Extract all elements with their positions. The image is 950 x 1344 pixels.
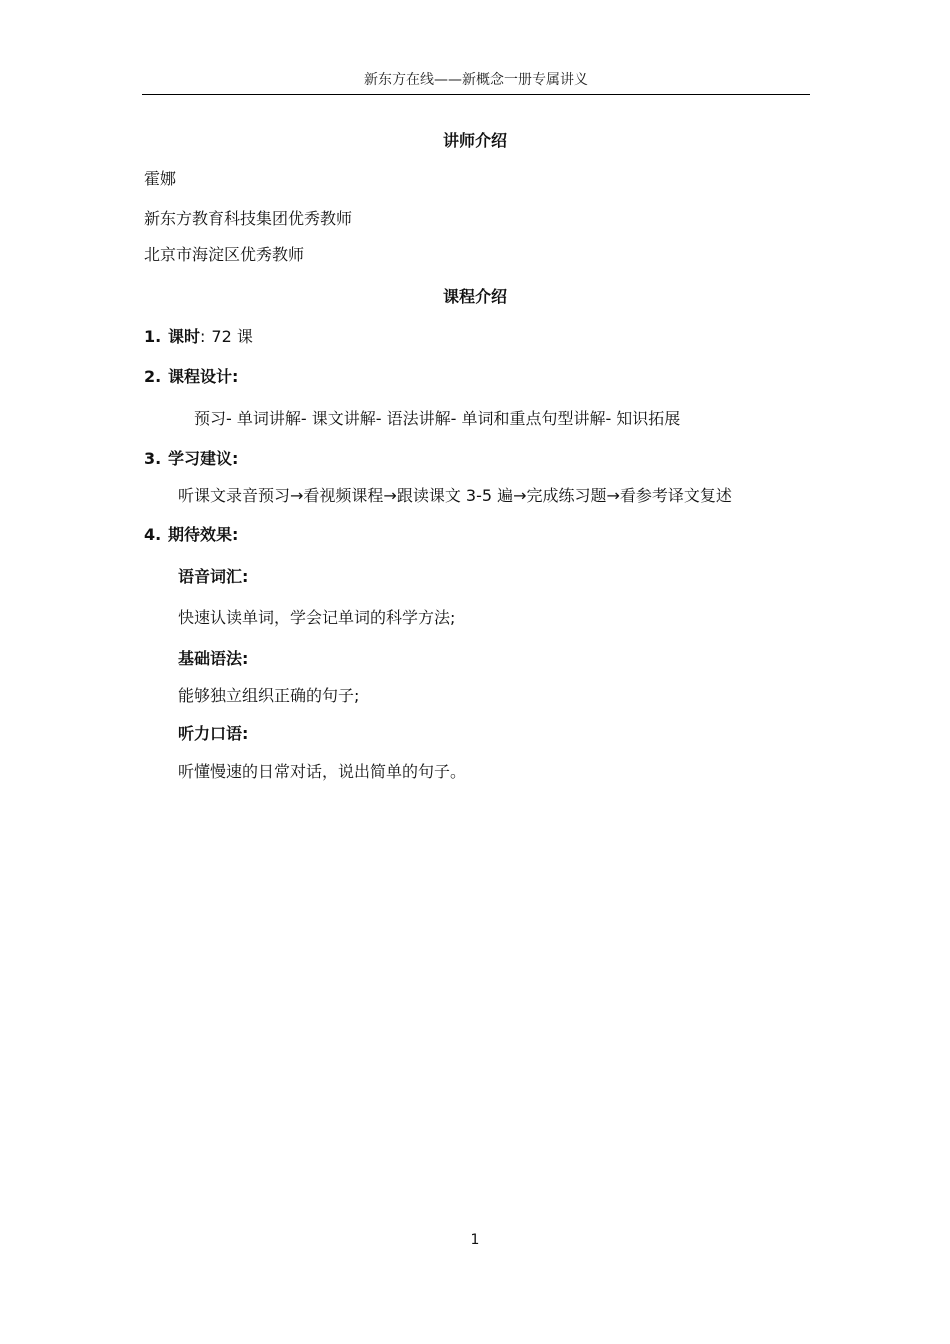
- item-number: 1.: [144, 327, 162, 346]
- course-advice-detail: 听课文录音预习→看视频课程→跟读课文 3-5 遍→完成练习题→看参考译文复述: [178, 486, 732, 505]
- effect-text-vocab: 快速认读单词，学会记单词的科学方法;: [178, 608, 456, 627]
- item-label: 课程设计:: [168, 367, 239, 386]
- page-number: 1: [470, 1232, 480, 1248]
- header-title: 新东方在线——新概念一册专属讲义: [364, 72, 588, 88]
- course-item-effects: [144, 522, 238, 545]
- item-label: 课时: [168, 327, 201, 346]
- effect-label-listening: 听力口语:: [178, 724, 249, 743]
- teacher-heading: 讲师介绍: [442, 131, 507, 150]
- effect-text-grammar: 能够独立组织正确的句子;: [178, 686, 360, 705]
- course-item-advice: [144, 446, 238, 469]
- course-item-hours: [144, 324, 253, 347]
- item-number: 2.: [144, 367, 162, 386]
- item-value: 72 课: [211, 327, 253, 346]
- effect-label-grammar: 基础语法:: [178, 649, 249, 668]
- item-label: 期待效果:: [168, 525, 239, 544]
- item-separator: :: [200, 327, 206, 346]
- item-number: 3.: [144, 449, 162, 468]
- course-item-design: [144, 364, 238, 387]
- page-header: [142, 66, 810, 95]
- teacher-name: 霍娜: [144, 169, 177, 188]
- effect-label-vocab: 语音词汇:: [178, 567, 249, 586]
- course-heading: 课程介绍: [442, 287, 507, 306]
- item-label: 学习建议:: [168, 449, 239, 468]
- teacher-title-2: 北京市海淀区优秀教师: [144, 245, 305, 264]
- effect-text-listening: 听懂慢速的日常对话，说出简单的句子。: [178, 762, 467, 781]
- course-design-detail: 预习- 单词讲解- 课文讲解- 语法讲解- 单词和重点句型讲解- 知识拓展: [194, 409, 681, 428]
- teacher-title-1: 新东方教育科技集团优秀教师: [144, 209, 353, 228]
- item-number: 4.: [144, 525, 162, 544]
